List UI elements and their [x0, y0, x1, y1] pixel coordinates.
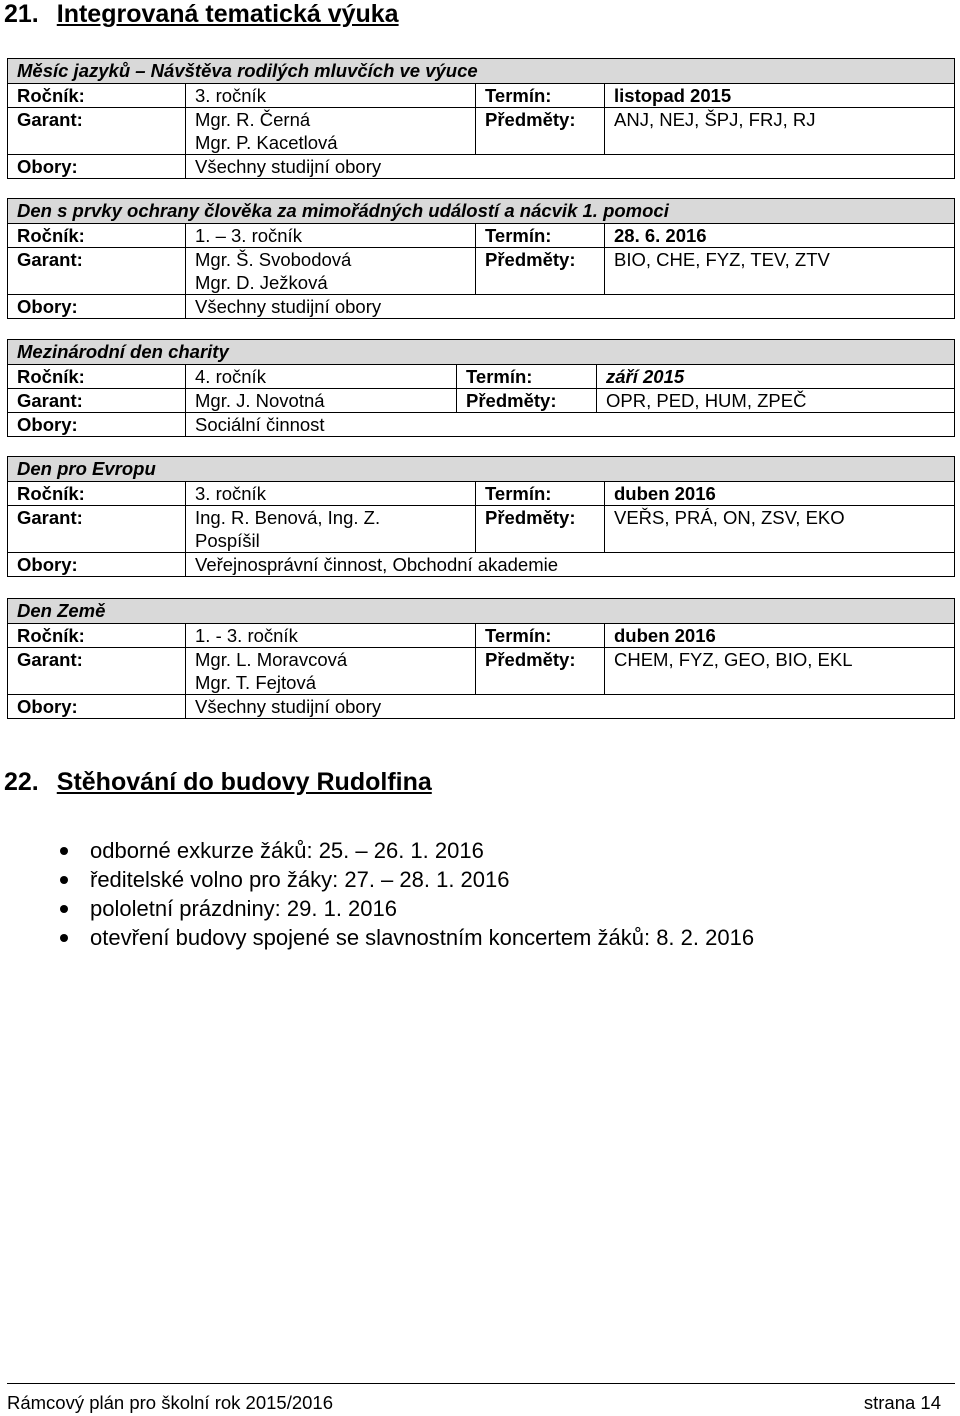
- section-number: 22.: [4, 768, 39, 796]
- rocnik-value: 3. ročník: [186, 482, 476, 506]
- termin-value: duben 2016: [605, 624, 955, 648]
- event-title: Měsíc jazyků – Návštěva rodilých mluvčích ve výuce: [8, 59, 955, 84]
- list-item: otevření budovy spojené se slavnostním koncertem žáků: 8. 2. 2016: [60, 923, 754, 952]
- list-item: pololetní prázdniny: 29. 1. 2016: [60, 894, 754, 923]
- obory-value: Všechny studijní obory: [186, 295, 955, 319]
- garant-line-1: Ing. R. Benová, Ing. Z.: [195, 507, 381, 528]
- obory-label: Obory:: [8, 155, 186, 179]
- garant-label: Garant:: [8, 248, 186, 295]
- predmety-label: Předměty:: [476, 648, 605, 695]
- predmety-value: ANJ, NEJ, ŠPJ, FRJ, RJ: [605, 108, 955, 155]
- event-table-5: [7, 598, 955, 719]
- event-table-1: [7, 58, 955, 179]
- termin-value: září 2015: [597, 365, 955, 389]
- garant-line-1: Mgr. L. Moravcová: [195, 649, 348, 670]
- obory-label: Obory:: [8, 553, 186, 577]
- rocnik-value: 4. ročník: [186, 365, 457, 389]
- rocnik-value: 1. – 3. ročník: [186, 224, 476, 248]
- garant-line-2: Mgr. D. Ježková: [195, 272, 328, 293]
- rocnik-label: Ročník:: [8, 84, 186, 108]
- garant-label: Garant:: [8, 648, 186, 695]
- termin-label: Termín:: [476, 482, 605, 506]
- rocnik-value: 1. - 3. ročník: [186, 624, 476, 648]
- garant-value: [186, 506, 476, 553]
- predmety-label: Předměty:: [476, 248, 605, 295]
- garant-line-2: Mgr. T. Fejtová: [195, 672, 316, 693]
- predmety-label: Předměty:: [476, 506, 605, 553]
- garant-value: [186, 248, 476, 295]
- section-heading-22: [4, 768, 432, 797]
- footer-document-title: Rámcový plán pro školní rok 2015/2016: [7, 1392, 333, 1413]
- obory-value: Sociální činnost: [186, 413, 955, 437]
- termin-label: Termín:: [476, 84, 605, 108]
- obory-value: Všechny studijní obory: [186, 155, 955, 179]
- section-number: 21.: [4, 0, 39, 28]
- section-heading-21: [4, 0, 399, 29]
- obory-value: Veřejnosprávní činnost, Obchodní akademie: [186, 553, 955, 577]
- predmety-value: VEŘS, PRÁ, ON, ZSV, EKO: [605, 506, 955, 553]
- rocnik-label: Ročník:: [8, 365, 186, 389]
- event-title: Den pro Evropu: [8, 457, 955, 482]
- page-footer: [7, 1383, 955, 1411]
- predmety-value: OPR, PED, HUM, ZPEČ: [597, 389, 955, 413]
- predmety-label: Předměty:: [476, 108, 605, 155]
- termin-value: duben 2016: [605, 482, 955, 506]
- rocnik-value: 3. ročník: [186, 84, 476, 108]
- rocnik-label: Ročník:: [8, 624, 186, 648]
- section-title: Stěhování do budovy Rudolfina: [56, 768, 432, 796]
- garant-line-1: Mgr. Š. Svobodová: [195, 249, 352, 270]
- rocnik-label: Ročník:: [8, 482, 186, 506]
- obory-label: Obory:: [8, 413, 186, 437]
- predmety-value: CHEM, FYZ, GEO, BIO, EKL: [605, 648, 955, 695]
- garant-line-2: Pospíšil: [195, 530, 260, 551]
- predmety-value: BIO, CHE, FYZ, TEV, ZTV: [605, 248, 955, 295]
- garant-value: Mgr. J. Novotná: [186, 389, 457, 413]
- garant-value: [186, 648, 476, 695]
- event-title: Den s prvky ochrany člověka za mimořádných událostí a nácvik 1. pomoci: [8, 199, 955, 224]
- garant-label: Garant:: [8, 506, 186, 553]
- garant-label: Garant:: [8, 389, 186, 413]
- bullet-list: [60, 836, 754, 952]
- termin-value: 28. 6. 2016: [605, 224, 955, 248]
- garant-line-2: Mgr. P. Kacetlová: [195, 132, 338, 153]
- event-table-3: [7, 339, 955, 437]
- garant-value: [186, 108, 476, 155]
- obory-label: Obory:: [8, 295, 186, 319]
- list-item: ředitelské volno pro žáky: 27. – 28. 1. 2016: [60, 865, 754, 894]
- termin-label: Termín:: [476, 624, 605, 648]
- garant-line-1: Mgr. R. Černá: [195, 109, 311, 130]
- event-table-4: [7, 456, 955, 577]
- list-item: odborné exkurze žáků: 25. – 26. 1. 2016: [60, 836, 754, 865]
- section-title: Integrovaná tematická výuka: [56, 0, 399, 28]
- termin-label: Termín:: [457, 365, 597, 389]
- event-title: Mezinárodní den charity: [8, 340, 955, 365]
- garant-label: Garant:: [8, 108, 186, 155]
- obory-label: Obory:: [8, 695, 186, 719]
- footer-page-number: strana 14: [863, 1392, 941, 1413]
- event-table-2: [7, 198, 955, 319]
- termin-label: Termín:: [476, 224, 605, 248]
- predmety-label: Předměty:: [457, 389, 597, 413]
- event-title: Den Země: [8, 599, 955, 624]
- termin-value: listopad 2015: [605, 84, 955, 108]
- obory-value: Všechny studijní obory: [186, 695, 955, 719]
- rocnik-label: Ročník:: [8, 224, 186, 248]
